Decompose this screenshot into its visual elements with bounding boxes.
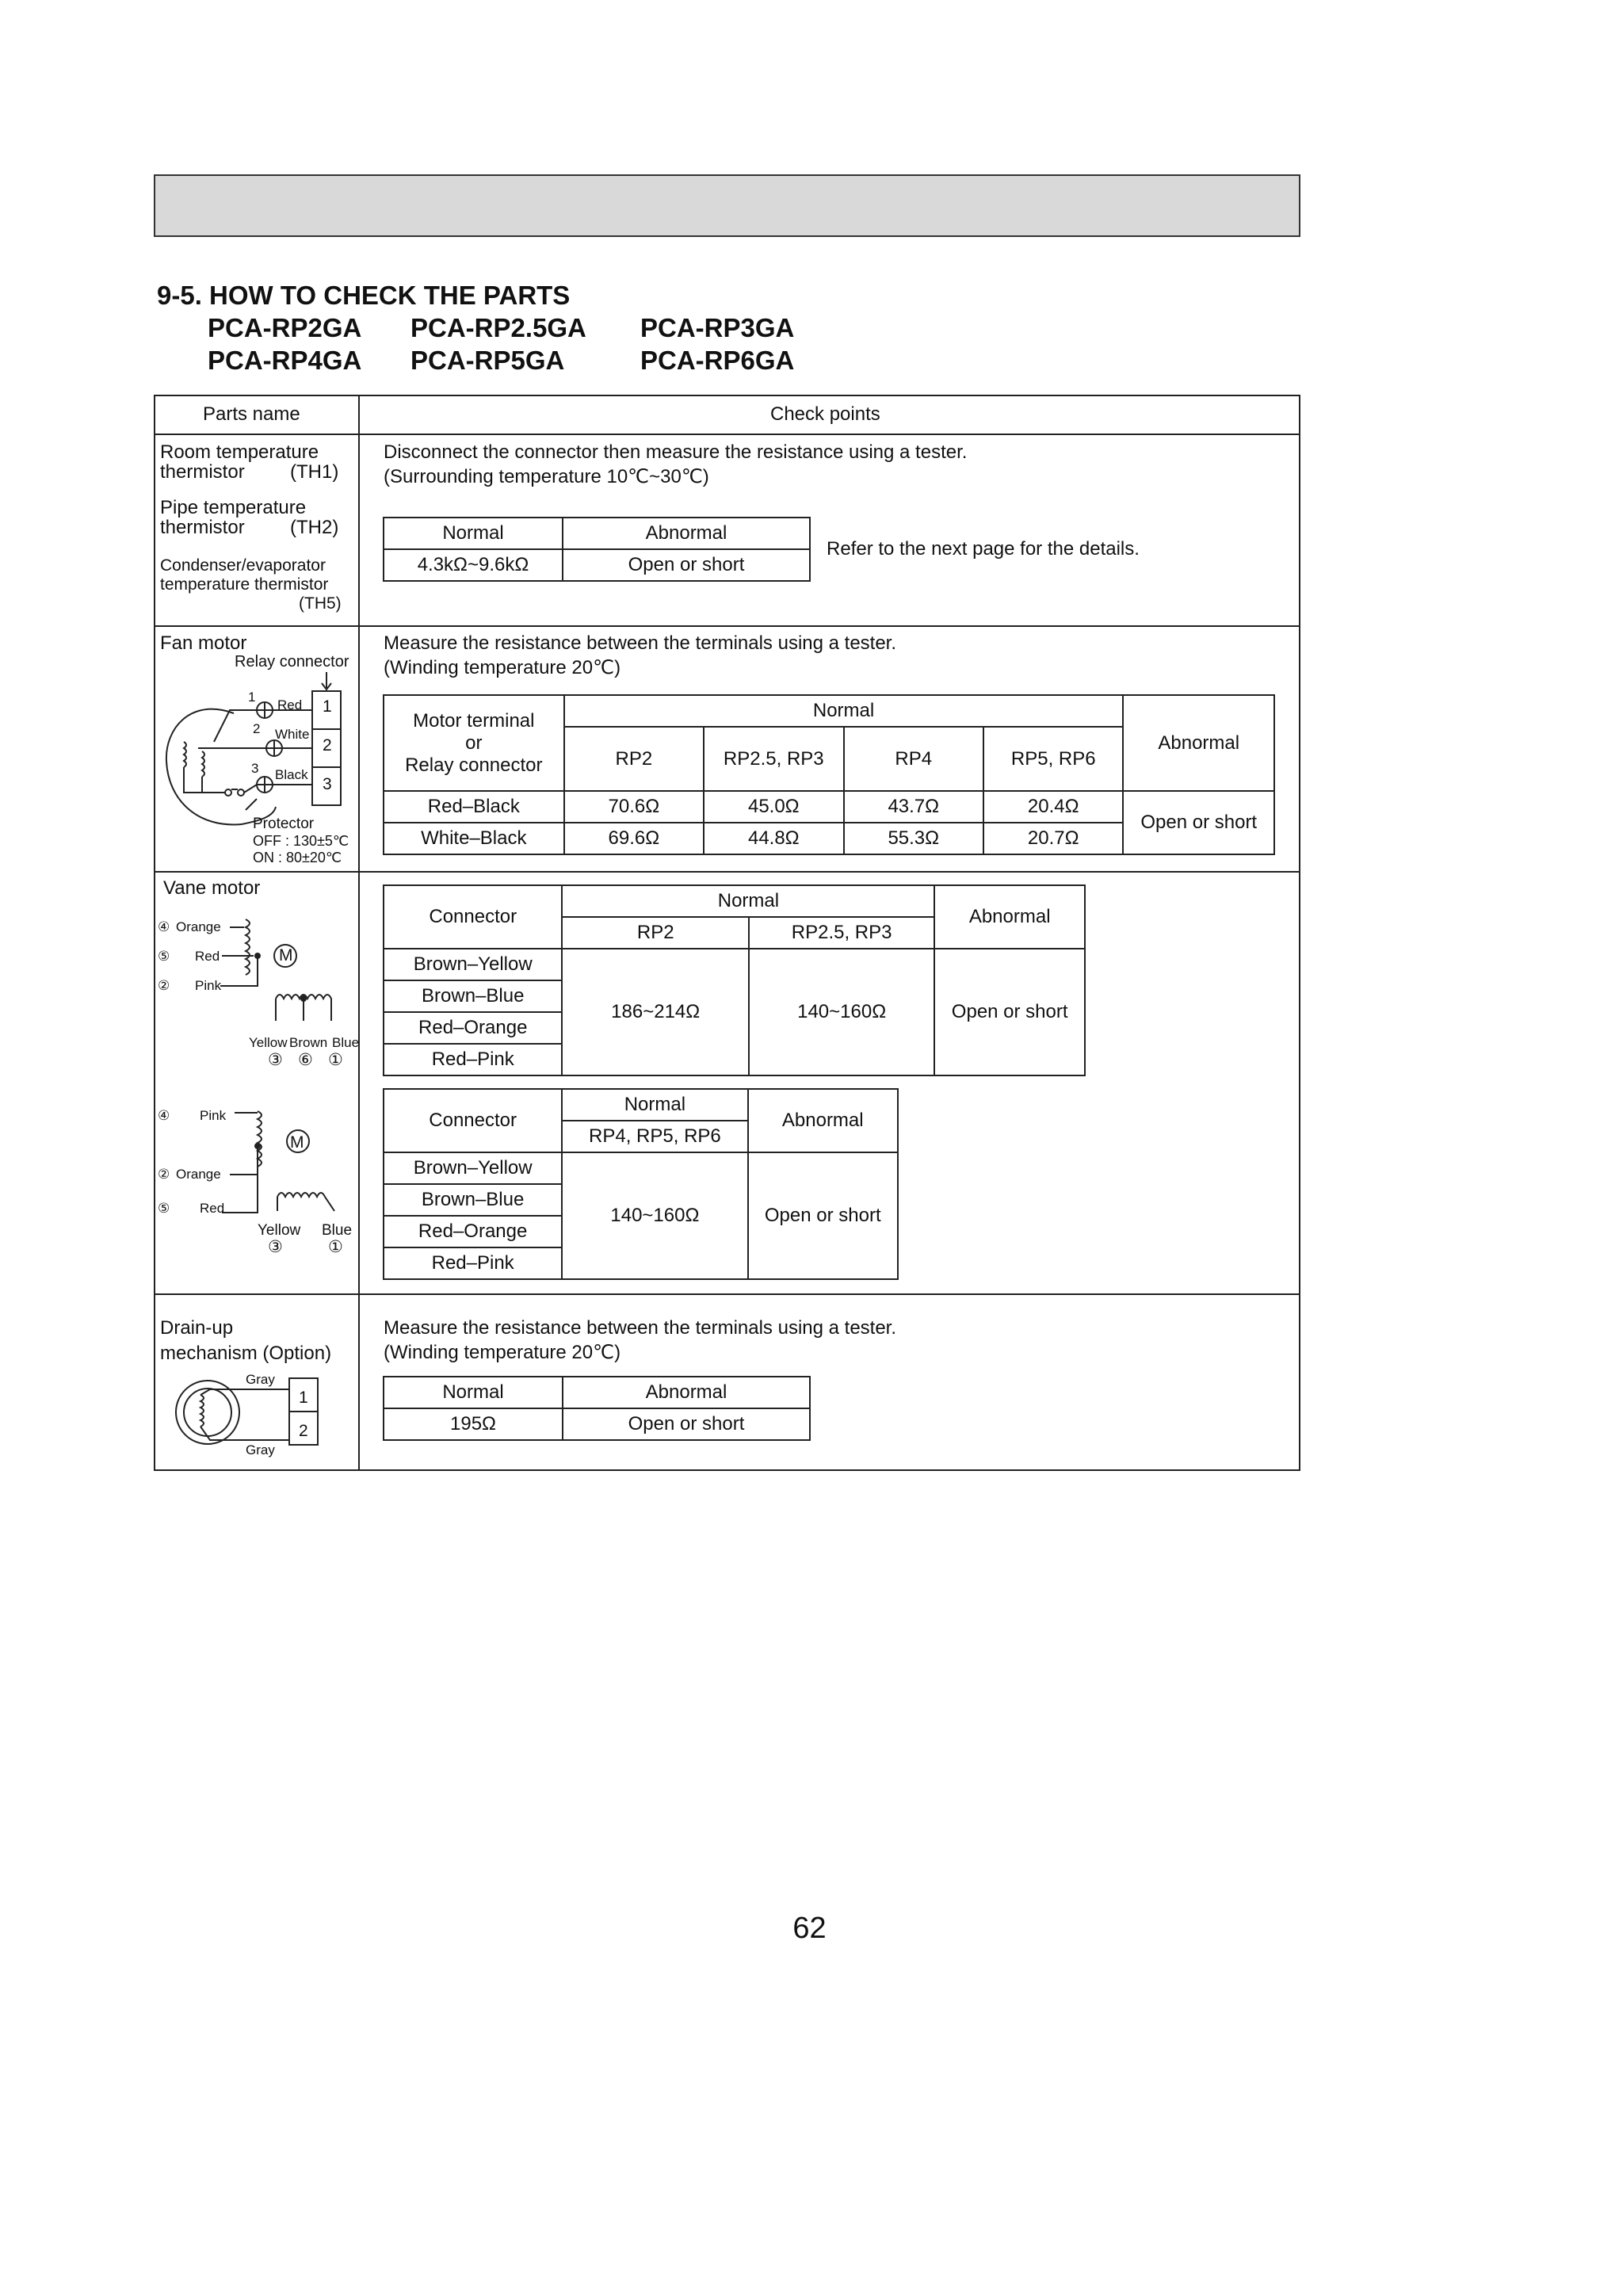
table-header: RP2 [564, 727, 704, 791]
vane-motor-table-rp2-rp3 [383, 884, 1086, 1076]
table-header: RP2 [562, 917, 748, 949]
table-cell: 20.4Ω [983, 791, 1123, 823]
table-cell: 186~214Ω [562, 949, 748, 1075]
table-cell: Red–Orange [384, 1012, 562, 1044]
wire-number: ② [158, 1167, 170, 1182]
wire-label: Yellow [249, 1035, 288, 1050]
pin-number: 2 [253, 721, 261, 736]
table-header: Normal [384, 1377, 563, 1408]
model-name: PCA-RP6GA [640, 346, 795, 375]
table-cell: Brown–Yellow [384, 1152, 562, 1184]
table-cell: 20.7Ω [983, 823, 1123, 854]
parts-name-pipe-thermistor: Pipe temperature [160, 497, 307, 518]
parts-name-vane-motor: Vane motor [163, 877, 261, 899]
wire-number: ⑤ [158, 1201, 170, 1216]
table-cell: 140~160Ω [749, 949, 934, 1075]
pin-number: 1 [248, 690, 256, 705]
wire-label: Pink [195, 978, 222, 993]
table-header: Abnormal [563, 1377, 810, 1408]
model-name: PCA-RP2GA [208, 313, 362, 342]
protector-on-spec: ON : 80±20℃ [253, 850, 342, 865]
model-name: PCA-RP4GA [208, 346, 362, 375]
check-condition: (Surrounding temperature 10℃~30℃) [384, 466, 709, 487]
table-header: Abnormal [1123, 695, 1274, 791]
parts-name-fan-motor: Fan motor [160, 632, 247, 654]
wire-label: Red [195, 949, 220, 964]
wire-number: ① [328, 1051, 343, 1069]
header-bar [154, 174, 1300, 237]
table-cell: Red–Black [384, 791, 564, 823]
drain-up-resistance-table [383, 1376, 811, 1441]
wire-label: Gray [246, 1442, 275, 1457]
table-cell: Red–Orange [384, 1216, 562, 1247]
table-cell: Brown–Blue [384, 1184, 562, 1216]
row-divider [155, 1293, 1299, 1295]
parts-name-room-thermistor: Room temperature [160, 441, 319, 463]
table-cell: Open or short [934, 949, 1085, 1075]
wire-number: ④ [158, 919, 170, 934]
table-header: RP5, RP6 [983, 727, 1123, 791]
table-cell: Open or short [1123, 791, 1274, 854]
parts-code: (TH5) [299, 594, 342, 613]
drain-pump-diagram [170, 1375, 329, 1454]
wire-label: Yellow [258, 1222, 301, 1239]
table-header: Normal [564, 695, 1124, 727]
check-instruction: Measure the resistance between the terminals using a tester. [384, 1317, 897, 1339]
section-title: 9-5. HOW TO CHECK THE PARTS [157, 281, 571, 310]
wire-label: Red [277, 697, 303, 712]
thermistor-resistance-table [383, 517, 811, 582]
wire-label: Orange [176, 1167, 221, 1182]
table-header: Abnormal [563, 518, 810, 549]
parts-name-drain-up: mechanism (Option) [160, 1343, 332, 1364]
wire-label: Orange [176, 919, 221, 934]
table-cell: 140~160Ω [562, 1152, 747, 1279]
table-cell: 69.6Ω [564, 823, 704, 854]
table-cell: Brown–Blue [384, 980, 562, 1012]
wire-label: Pink [200, 1108, 227, 1123]
table-cell: 44.8Ω [704, 823, 843, 854]
vane-motor-table-rp4-rp6 [383, 1088, 899, 1280]
table-header: Normal [562, 1089, 747, 1121]
wire-label: Blue [332, 1035, 360, 1050]
table-cell: Red–Pink [384, 1044, 562, 1075]
wire-number: ③ [268, 1238, 283, 1256]
table-header: Connector [384, 1089, 562, 1152]
table-cell: 4.3kΩ~9.6kΩ [384, 549, 563, 581]
table-cell: Open or short [563, 549, 810, 581]
model-name: PCA-RP3GA [640, 313, 795, 342]
table-header: Motor terminal or Relay connector [384, 695, 564, 791]
wire-number: ① [328, 1238, 343, 1256]
connector-pin: 2 [299, 1422, 308, 1440]
parts-code: (TH2) [290, 517, 339, 538]
reference-note: Refer to the next page for the details. [827, 538, 1140, 560]
table-cell: 55.3Ω [844, 823, 983, 854]
wire-number: ⑤ [158, 949, 170, 964]
wire-label: Brown [289, 1035, 328, 1050]
column-header-check-points: Check points [770, 403, 880, 425]
row-divider [155, 434, 1299, 435]
table-header: Normal [384, 518, 563, 549]
check-condition: (Winding temperature 20℃) [384, 657, 621, 678]
wire-label: Red [200, 1201, 225, 1216]
fan-motor-resistance-table [383, 694, 1275, 855]
table-cell: Open or short [748, 1152, 898, 1279]
parts-name-room-thermistor: thermistor [160, 461, 245, 483]
table-cell: 43.7Ω [844, 791, 983, 823]
column-header-parts-name: Parts name [203, 403, 300, 425]
page-number: 62 [792, 1912, 827, 1945]
table-cell: White–Black [384, 823, 564, 854]
table-header: RP2.5, RP3 [704, 727, 843, 791]
table-cell: Brown–Yellow [384, 949, 562, 980]
column-divider [358, 396, 360, 1469]
check-condition: (Winding temperature 20℃) [384, 1342, 621, 1363]
connector-pin: 1 [323, 697, 332, 716]
table-cell: 70.6Ω [564, 791, 704, 823]
table-header: Abnormal [934, 885, 1085, 949]
table-cell: 195Ω [384, 1408, 563, 1440]
table-header: RP2.5, RP3 [749, 917, 934, 949]
parts-name-condenser-thermistor: temperature thermistor [160, 575, 329, 594]
model-name: PCA-RP2.5GA [410, 313, 586, 342]
wire-label: Gray [246, 1372, 275, 1387]
model-name: PCA-RP5GA [410, 346, 565, 375]
wire-label: White [275, 727, 310, 742]
connector-pin: 3 [323, 775, 332, 793]
connector-pin: 1 [299, 1389, 308, 1407]
table-cell: 45.0Ω [704, 791, 843, 823]
check-instruction: Measure the resistance between the terminals using a tester. [384, 632, 897, 654]
motor-symbol: M [279, 946, 293, 965]
motor-symbol: M [290, 1133, 304, 1152]
wire-number: ② [158, 978, 170, 993]
table-header: RP4 [844, 727, 983, 791]
table-cell: Red–Pink [384, 1247, 562, 1279]
connector-pin: 2 [323, 736, 332, 755]
parts-name-pipe-thermistor: thermistor [160, 517, 245, 538]
parts-code: (TH1) [290, 461, 339, 483]
table-cell: Open or short [563, 1408, 810, 1440]
parts-name-drain-up: Drain-up [160, 1317, 234, 1339]
relay-connector-label: Relay connector [235, 653, 349, 670]
table-header: RP4, RP5, RP6 [562, 1121, 747, 1152]
parts-name-condenser-thermistor: Condenser/evaporator [160, 556, 326, 575]
table-header: Connector [384, 885, 562, 949]
protector-label: Protector [253, 816, 315, 832]
table-header: Abnormal [748, 1089, 898, 1152]
wire-label: Black [275, 767, 308, 782]
table-header: Normal [562, 885, 934, 917]
protector-off-spec: OFF : 130±5℃ [253, 833, 349, 849]
wire-number: ⑥ [298, 1051, 313, 1069]
wire-label: Blue [322, 1222, 353, 1239]
pin-number: 3 [251, 761, 259, 776]
check-instruction: Disconnect the connector then measure the resistance using a tester. [384, 441, 968, 463]
wire-number: ③ [268, 1051, 283, 1069]
row-divider [155, 625, 1299, 627]
wire-number: ④ [158, 1108, 170, 1123]
